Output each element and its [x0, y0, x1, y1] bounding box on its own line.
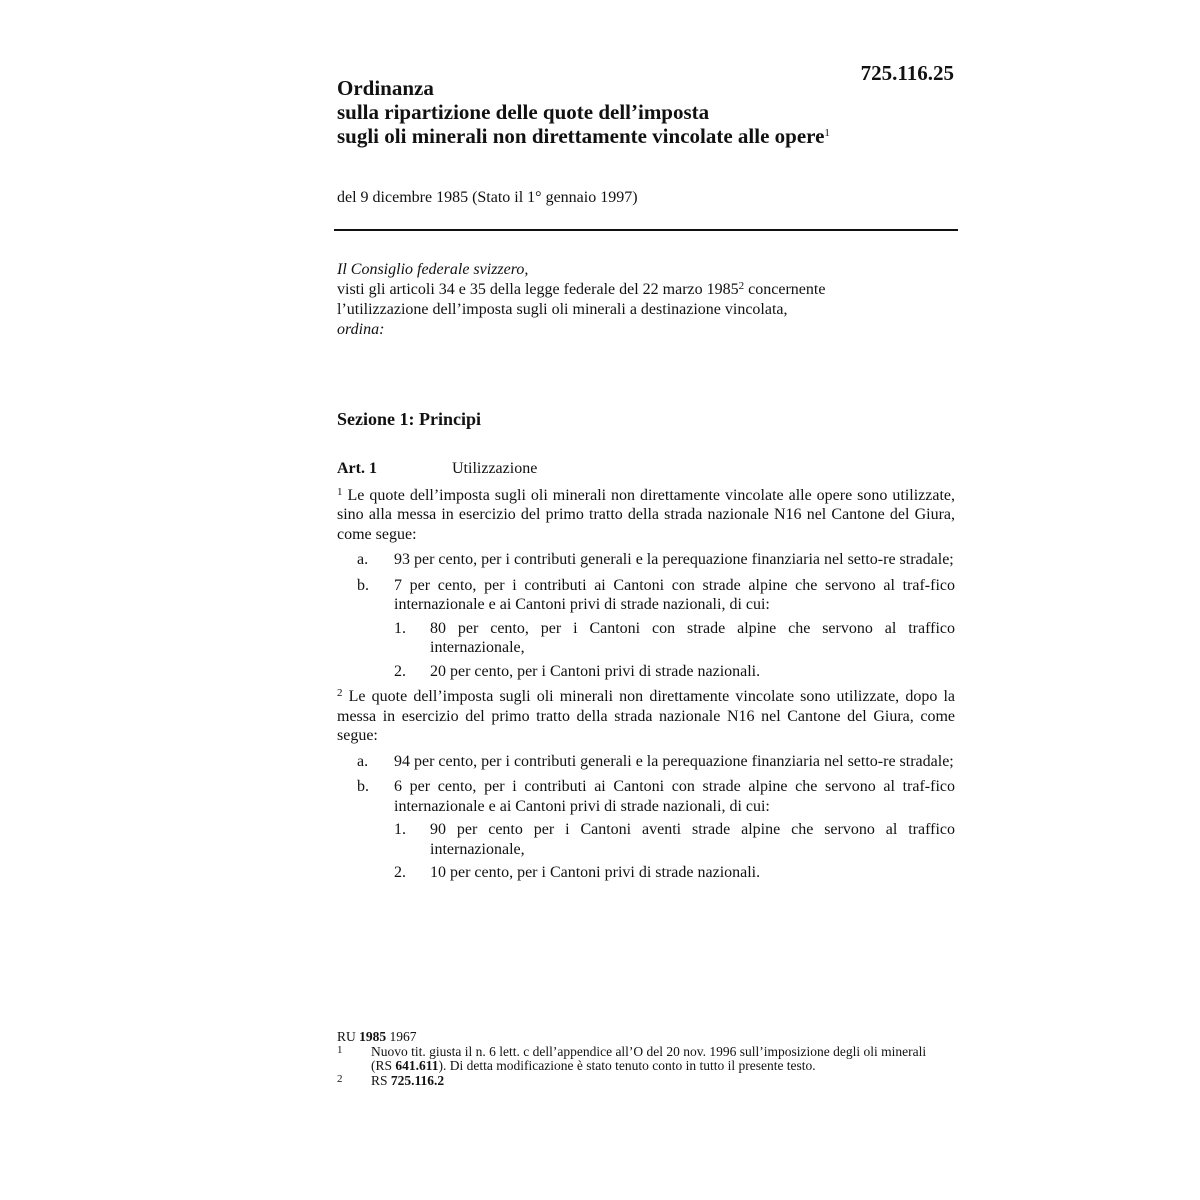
list-item-label: b. [357, 576, 369, 594]
date-line: del 9 dicembre 1985 (Stato il 1° gennaio 1997) [337, 189, 638, 206]
footnote-text: RS [371, 1072, 391, 1088]
footnote-number: 1 [337, 1043, 343, 1056]
article-heading [337, 459, 955, 479]
sub-list-item [394, 619, 955, 658]
article-number: Art. 1 [337, 460, 377, 477]
sub-list-item-label: 1. [394, 619, 406, 637]
article-1 [337, 459, 955, 889]
legal-basis [337, 280, 957, 300]
list-item-label: a. [357, 551, 369, 568]
footnote-text: Nuovo tit. giusta il n. 6 lett. c dell’appendice all’O del 20 nov. 1996 sull’imposizione degli oli minerali (RS [371, 1043, 927, 1073]
paragraph-text: Le quote dell’imposta sugli oli minerali non direttamente vincolate sono utilizzate, dopo la messa in esercizio del primo tratto della strada nazionale N16 nel Cantone del Giura, come segue: [337, 688, 955, 744]
footnote-1 [337, 1045, 937, 1074]
footnote-text-cont: ). Di detta modificazione è stato tenuto conto in tutto il presente testo. [438, 1058, 816, 1073]
list-item-text: 93 per cento, per i contributi generali e la perequazione finanziaria nel setto-re stradale; [394, 551, 954, 568]
paragraph-2-list [337, 752, 955, 883]
paragraph-2 [337, 687, 955, 746]
header-divider [334, 229, 958, 231]
title-line-3-text: sugli oli minerali non direttamente vincolate alle opere [337, 124, 825, 148]
sub-list-item-text: 80 per cento, per i Cantoni con strade alpine che servono al traffico internazionale, [430, 619, 955, 656]
list-item [337, 576, 955, 682]
sub-list-item-label: 2. [394, 864, 406, 881]
ru-reference [337, 1030, 937, 1045]
paragraph-number: 1 [337, 485, 343, 498]
paragraph-1 [337, 486, 955, 545]
sub-list-item-text: 20 per cento, per i Cantoni privi di strade nazionali. [430, 662, 761, 680]
list-item [337, 550, 955, 570]
title-line-2: sulla ripartizione delle quote dell’imposta [337, 100, 710, 124]
ru-year: 1985 [359, 1029, 387, 1044]
legal-basis-text: visti gli articoli 34 e 35 della legge federale del 22 marzo 1985 [337, 281, 739, 298]
decree: ordina: [337, 321, 385, 338]
sub-list-item-text: 10 per cento, per i Cantoni privi di strade nazionali. [430, 864, 761, 881]
legal-basis-cont: concernente [744, 281, 826, 298]
paragraph-number: 2 [337, 687, 343, 699]
sub-list-item [394, 863, 955, 883]
legal-basis-line-2: l’utilizzazione dell’imposta sugli oli minerali a destinazione vincolata, [337, 301, 788, 318]
sub-list [394, 619, 955, 682]
ru-page: 1967 [386, 1029, 417, 1044]
list-item-text: 94 per cento, per i contributi generali e la perequazione finanziaria nel setto-re stradale; [394, 752, 954, 770]
footnote-ref-1[interactable]: 1 [824, 127, 830, 139]
list-item-label: a. [357, 752, 369, 770]
sub-list-item [394, 820, 955, 859]
article-title: Utilizzazione [452, 460, 538, 477]
page-footer [337, 1030, 937, 1088]
list-item [337, 777, 955, 883]
list-item [337, 752, 955, 772]
list-item-text: 6 per cento, per i contributi ai Cantoni con strade alpine che servono al traf-fico internazionale e ai Cantoni privi di strade nazionali, di cui: [394, 778, 955, 815]
footnote-ref-2[interactable]: 2 [738, 280, 745, 292]
sub-list-item-text: 90 per cento per i Cantoni aventi strade alpine che servono al traffico internazionale, [430, 821, 955, 858]
ordinance-title [337, 76, 937, 148]
title-line-1: Ordinanza [337, 76, 434, 100]
sub-list [394, 820, 955, 883]
sub-list-item-label: 1. [394, 821, 406, 838]
paragraph-text: Le quote dell’imposta sugli oli minerali non direttamente vincolate alle opere sono utilizzate, sino alla messa in esercizio del primo tratto della strada nazionale N16 nel Cantone del Giura, come segue: [337, 486, 955, 543]
sr-number: 725.116.25 [860, 61, 954, 85]
paragraph-1-list [337, 550, 955, 681]
list-item-text: 7 per cento, per i contributi ai Cantoni con strade alpine che servono al traf-fico internazionale e ai Cantoni privi di strade nazionali, di cui: [394, 576, 955, 613]
footnote-rs-number[interactable]: 725.116.2 [390, 1072, 445, 1088]
preamble [337, 260, 957, 340]
footnote-number: 2 [337, 1072, 343, 1085]
footnote-2 [337, 1074, 937, 1089]
section-title: Sezione 1: Principi [337, 409, 481, 429]
sub-list-item-label: 2. [394, 662, 406, 680]
document-page [337, 0, 957, 1200]
footnote-rs-number[interactable]: 641.611 [395, 1058, 439, 1073]
sub-list-item [394, 662, 955, 682]
list-item-label: b. [357, 778, 369, 795]
authority: Il Consiglio federale svizzero, [337, 261, 529, 278]
ru-prefix: RU [337, 1029, 360, 1044]
title-line-3 [337, 124, 937, 148]
